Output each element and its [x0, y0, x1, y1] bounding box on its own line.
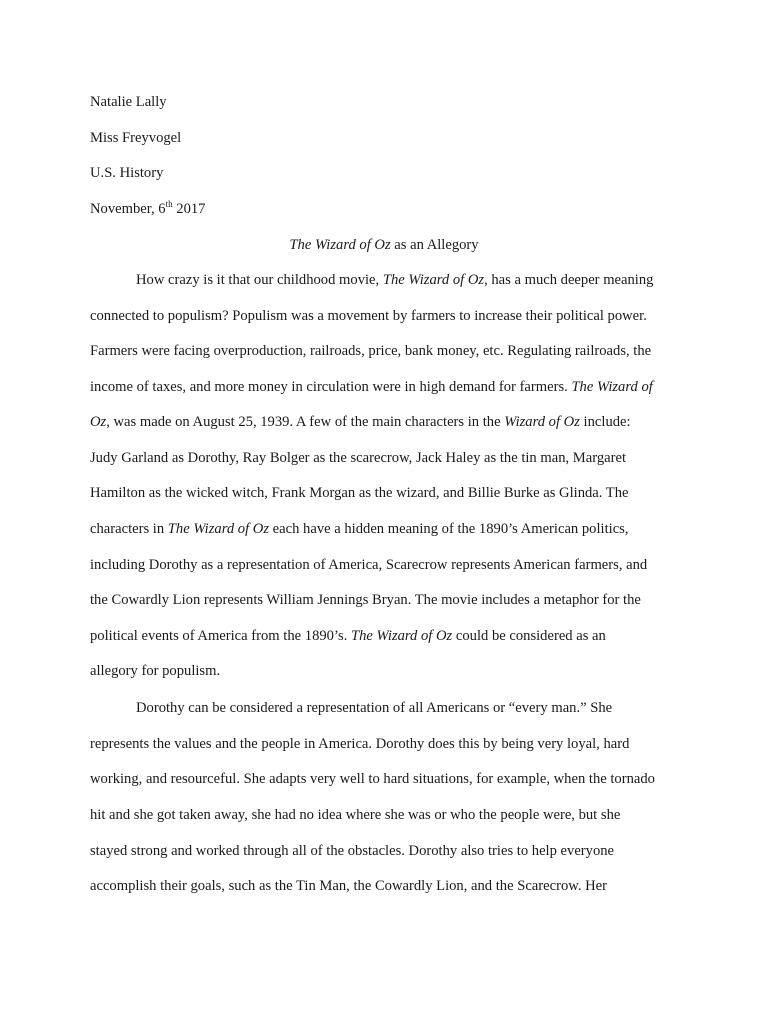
italic-title-ref: Oz: [90, 414, 107, 430]
text-run: the Cowardly Lion represents William Jennings Bryan. The movie includes a metaphor for the: [90, 592, 641, 608]
text-run: working, and resourceful. She adapts very well to hard situations, for example, when the tornado: [90, 771, 655, 787]
text-run: characters in: [90, 521, 168, 537]
text-run: each have a hidden meaning of the 1890’s American politics,: [269, 521, 629, 537]
date-superscript: th: [165, 199, 173, 209]
text-run: Dorothy can be considered a representation of all Americans or “every man.” She: [136, 700, 613, 716]
course-name: U.S. History: [90, 165, 164, 181]
italic-title-ref: The Wizard of: [571, 379, 653, 395]
text-run: How crazy is it that our childhood movie,: [136, 272, 383, 288]
italic-title-ref: Wizard of Oz: [504, 414, 580, 430]
text-run: accomplish their goals, such as the Tin Man, the Cowardly Lion, and the Scarecrow. Her: [90, 878, 608, 894]
text-run: stayed strong and worked through all of the obstacles. Dorothy also tries to help everyone: [90, 843, 615, 859]
body-line: [90, 627, 606, 645]
date-suffix: 2017: [172, 201, 206, 217]
body-line: [90, 877, 607, 895]
text-run: income of taxes, and more money in circulation were in high demand for farmers.: [90, 379, 572, 395]
text-run: Farmers were facing overproduction, railroads, price, bank money, etc. Regulating railroads, the: [90, 343, 652, 359]
text-run: could be considered as an: [452, 628, 606, 644]
body-line: [90, 520, 629, 538]
body-line: [90, 449, 626, 467]
date-prefix: November, 6: [90, 201, 166, 217]
text-run: connected to populism? Populism was a movement by farmers to increase their political power.: [90, 308, 647, 324]
body-line: [90, 307, 647, 325]
title-rest: as an Allegory: [390, 237, 479, 253]
italic-title-ref: The Wizard of Oz: [382, 272, 485, 288]
text-run: , was made on August 25, 1939. A few of the main characters in the: [106, 414, 505, 430]
text-run: including Dorothy as a representation of America, Scarecrow represents American farmers, and: [90, 557, 648, 573]
body-line: [136, 271, 653, 289]
author-name: Natalie Lally: [90, 94, 167, 110]
body-line: [90, 556, 647, 574]
text-run: , has a much deeper meaning: [484, 272, 654, 288]
text-run: Judy Garland as Dorothy, Ray Bolger as the scarecrow, Jack Haley as the tin man, Margaret: [90, 450, 627, 466]
body-line: [90, 735, 629, 753]
text-run: Hamilton as the wicked witch, Frank Morgan as the wizard, and Billie Burke as Glinda. The: [90, 485, 629, 501]
body-line: [90, 342, 651, 360]
text-run: political events of America from the 1890’s.: [90, 628, 351, 644]
text-run: include:: [579, 414, 631, 430]
text-run: allegory for populism.: [90, 663, 221, 679]
body-line: [90, 413, 631, 431]
title-italic: The Wizard of Oz: [289, 237, 391, 253]
text-run: represents the values and the people in America. Dorothy does this by being very loyal, hard: [90, 736, 630, 752]
body-line: [90, 378, 653, 396]
essay-title: [0, 236, 768, 254]
body-line: [90, 842, 614, 860]
date: [90, 200, 205, 218]
body-line: [90, 662, 220, 680]
body-line: [90, 484, 629, 502]
teacher-name: Miss Freyvogel: [90, 130, 182, 146]
body-line: [136, 699, 612, 717]
body-line: [90, 591, 641, 609]
italic-title-ref: The Wizard of Oz: [167, 521, 270, 537]
text-run: hit and she got taken away, she had no idea where she was or who the people were, but she: [90, 807, 621, 823]
body-line: [90, 806, 620, 824]
body-line: [90, 770, 655, 788]
italic-title-ref: The Wizard of Oz: [351, 628, 453, 644]
